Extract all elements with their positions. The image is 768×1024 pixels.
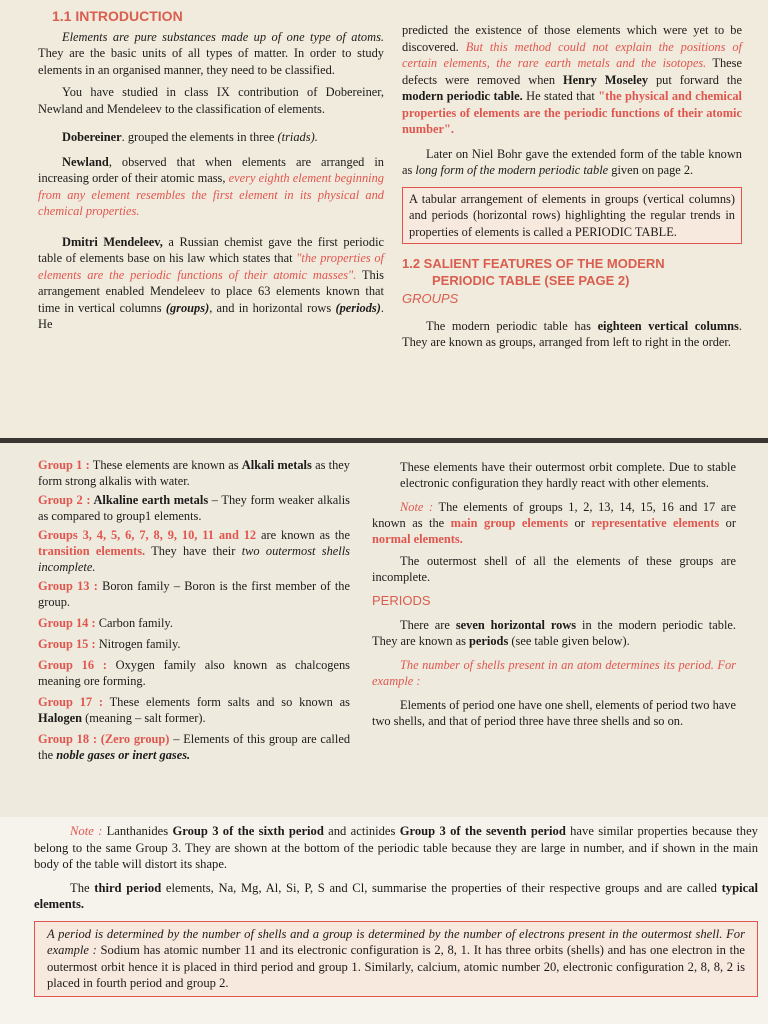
groups-paragraph: The modern periodic table has eighteen vertical columns. They are known as groups, arranged from left to right in the order. <box>402 318 742 349</box>
groups-subheading: GROUPS <box>402 291 459 306</box>
periods-paragraph: There are seven horizontal rows in the modern periodic table. They are known as periods (see table given below). <box>372 618 736 648</box>
group-13-entry: Group 13 : Boron family – Boron is the first member of the group. <box>38 579 350 609</box>
shells-determine-period: The number of shells present in an atom determines its period. For example : <box>372 658 736 688</box>
bottom-section <box>34 823 758 997</box>
periodic-table-definition-box: A tabular arrangement of elements in groups (vertical columns) and periods (horizontal rows) highlighting the regular trends in properties of elements is called a PERIODIC TABLE. <box>402 187 742 245</box>
page-photo-1 <box>0 0 768 438</box>
studied-paragraph: You have studied in class IX contribution of Dobereiner, Newland and Mendeleev to the classification of elements. <box>38 85 384 116</box>
group-17-entry: Group 17 : These elements form salts and so known as Halogen (meaning – salt former). <box>38 695 350 725</box>
dobereiner-paragraph: Dobereiner. grouped the elements in three (triads). <box>62 130 318 144</box>
incomplete-shell-paragraph: The outermost shell of all the elements of these groups are incomplete. <box>372 554 736 584</box>
group-1-entry: Group 1 : These elements are known as Alkali metals as they form strong alkalis with water. <box>38 458 350 488</box>
intro-paragraph: Elements are pure substances made up of one type of atoms. They are the basic units of all types of matter. In order to study elements in an organised manner, they need to be classified. <box>38 29 384 77</box>
group-14-entry: Group 14 : Carbon family. <box>38 616 173 630</box>
lanthanides-note: Note : Lanthanides Group 3 of the sixth period and actinides Group 3 of the seventh period have similar properties because they belong to the same Group 3. They are shown at the bottom of the periodic table because they are large in number, and if shown in the main body of the table will distort its shape. <box>34 824 758 871</box>
period-example-paragraph: Elements of period one have one shell, elements of period two have two shells, and that of period three have three shells and so on. <box>372 698 736 728</box>
right-column-2 <box>372 459 736 729</box>
group-2-entry: Group 2 : Alkaline earth metals – They form weaker alkalis as compared to group1 elements. <box>38 493 350 523</box>
newland-paragraph: Newland, observed that when elements are arranged in increasing order of their atomic mass, every eighth element beginning from any element resembles the first element in its physical and chemical properties. <box>38 154 384 218</box>
right-column-1 <box>402 22 742 351</box>
groups-3-12-entry: Groups 3, 4, 5, 6, 7, 8, 9, 10, 11 and 12 are known as the transition elements. They have their two outermost shells incomplete. <box>38 528 350 574</box>
group-15-entry: Group 15 : Nitrogen family. <box>38 637 181 651</box>
moseley-paragraph: predicted the existence of those elements which were yet to be discovered. But this method could not explain the positions of certain elements, the rare earth metals and the isotopes. These defects were removed when Henry Moseley put forward the modern periodic table. He stated that "the physical and chemical properties of elements are the periodic functions of their atomic number". <box>402 23 742 136</box>
period-group-rule-box: A period is determined by the number of shells and a group is determined by the number of electrons present in the outermost shell. For example : Sodium has atomic number 11 and its electronic configuration is 2, 8, 1. It has three orbits (shells) and has one electron in the outermost orbit hence it is placed in third period and group 1. Similarly, calcium, atomic number 20, electronic configuration 2, 8, 8, 2 is placed in fourth period and group 2. <box>34 921 758 997</box>
group-16-entry: Group 16 : Oxygen family also known as chalcogens meaning ore forming. <box>38 658 350 688</box>
left-column-2 <box>38 457 350 766</box>
left-column-1 <box>38 8 385 333</box>
third-period-paragraph: The third period elements, Na, Mg, Al, Si, P, S and Cl, summarise the properties of their respective groups and are called typical elements. <box>34 880 758 911</box>
note-representative-paragraph: Note : The elements of groups 1, 2, 13, 14, 15, 16 and 17 are known as the main group elements or representative elements or normal elements. <box>372 500 736 546</box>
section-heading-salient-features: 1.2 SALIENT FEATURES OF THE MODERN PERIODIC TABLE (SEE PAGE 2) <box>402 256 665 288</box>
group-18-entry: Group 18 : (Zero group) – Elements of this group are called the noble gases or inert gases. <box>38 732 351 762</box>
mendeleev-paragraph: Dmitri Mendeleev, a Russian chemist gave the first periodic table of elements base on his law which states that "the properties of elements are the periodic functions of their atomic masses". This arrangement enabled Mendeleev to place 63 elements known that time in vertical columns (groups), and in horizontal rows (periods). He <box>38 234 385 331</box>
bohr-paragraph: Later on Niel Bohr gave the extended form of the table known as long form of the modern periodic table given on page 2. <box>402 146 742 177</box>
periods-subheading: PERIODS <box>372 593 431 608</box>
noble-gases-paragraph: These elements have their outermost orbit complete. Due to stable electronic configuration they hardly react with other elements. <box>400 460 736 490</box>
page-photo-3 <box>0 817 768 1024</box>
section-heading-introduction: 1.1 INTRODUCTION <box>52 8 183 24</box>
page-photo-2 <box>0 443 768 817</box>
